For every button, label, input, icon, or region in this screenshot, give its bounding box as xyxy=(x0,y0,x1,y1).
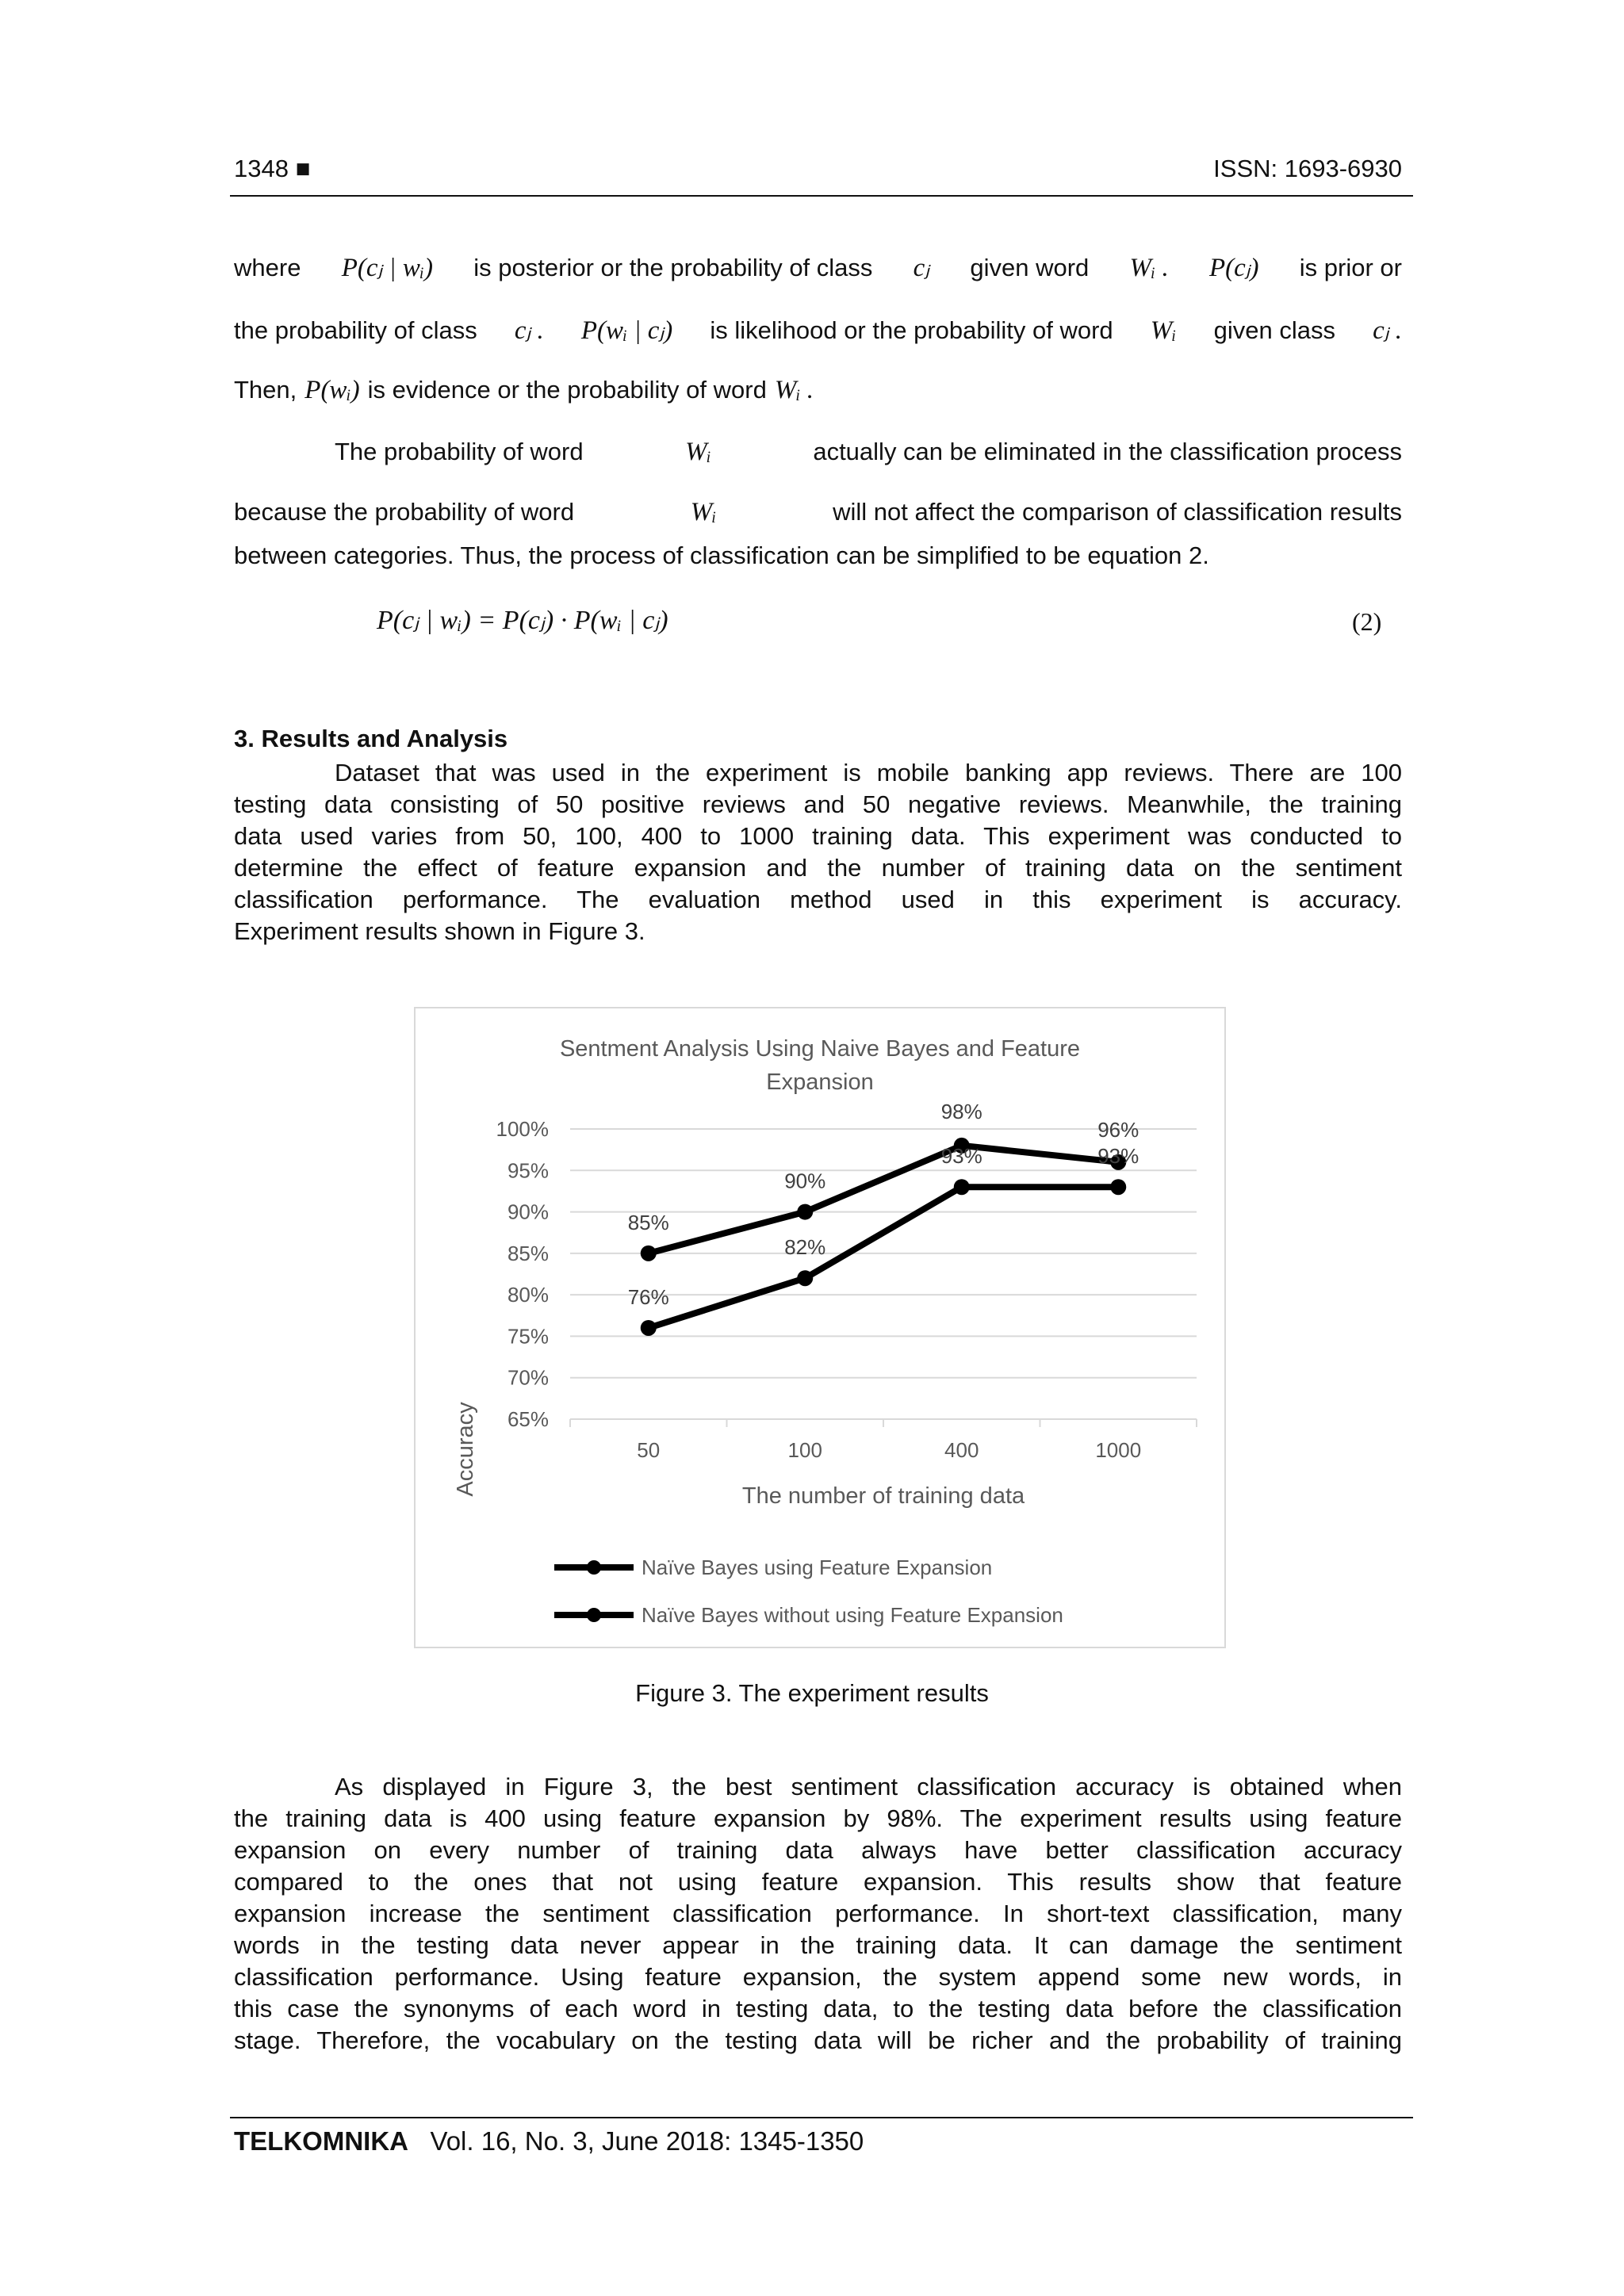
square-bullet-icon: ■ xyxy=(295,155,311,182)
x-tick-label: 400 xyxy=(944,1438,979,1462)
y-tick-label: 65% xyxy=(507,1407,549,1431)
series-line xyxy=(649,1187,1119,1328)
data-point xyxy=(797,1204,813,1220)
y-tick-label: 100% xyxy=(496,1117,549,1141)
section3-paragraph: Dataset that was used in the experiment is mobile banking app reviews. There are 100 testing data consisting of 50 positive reviews and 50 negative reviews. Meanwhile, the training data used varies from 50, 100, 400 to 1000 training data. This experiment was conducted to determine the effect of feature expansion and the number of training data on the sentiment classification performance. The evaluation method used in this experiment is accuracy. Experiment results shown in Figure 3. xyxy=(234,759,1402,945)
data-point xyxy=(797,1270,813,1286)
journal-details: Vol. 16, No. 3, June 2018: 1345-1350 xyxy=(430,2126,864,2156)
y-tick-label: 90% xyxy=(507,1200,549,1224)
data-label: 76% xyxy=(627,1284,669,1309)
data-label: 85% xyxy=(627,1210,669,1234)
legend-marker xyxy=(587,1560,601,1575)
data-point xyxy=(641,1246,657,1261)
data-point xyxy=(641,1320,657,1336)
likelihood-symbol: P(wᵢ | cⱼ) xyxy=(580,316,673,345)
footer-rule xyxy=(230,2117,1413,2118)
data-label: 93% xyxy=(940,1144,982,1169)
y-tick-label: 70% xyxy=(507,1365,549,1390)
line-chart xyxy=(416,1008,1224,1647)
y-axis-ticks xyxy=(496,1117,550,1431)
x-tick-label: 50 xyxy=(637,1438,661,1462)
chart-gridlines xyxy=(570,1129,1197,1419)
para2-line-3: between categories. Thus, the process of classification can be simplified to be equation 2. xyxy=(234,541,1209,569)
equation-2: P(cⱼ | wᵢ) = P(cⱼ) · P(wᵢ | cⱼ) xyxy=(377,606,668,635)
chart-title-line-1: Sentment Analysis Using Naive Bayes and Feature xyxy=(559,1036,1081,1062)
series-line xyxy=(649,1146,1119,1253)
legend-marker xyxy=(587,1608,601,1622)
journal-name: TELKOMNIKA xyxy=(234,2126,408,2156)
evidence-symbol: P(wᵢ) xyxy=(304,376,360,404)
y-axis-label: Accuracy xyxy=(453,1402,478,1497)
x-tick-label: 100 xyxy=(787,1438,822,1462)
figure-caption: Figure 3. The experiment results xyxy=(635,1679,989,1707)
y-tick-label: 75% xyxy=(507,1324,549,1349)
data-label: 98% xyxy=(940,1099,982,1123)
data-label: 96% xyxy=(1097,1117,1139,1142)
issn-label: ISSN: 1693-6930 xyxy=(1213,155,1402,182)
prior-symbol: P(cⱼ) xyxy=(1208,254,1259,282)
data-label: 82% xyxy=(784,1235,826,1260)
legend-entry: Naïve Bayes using Feature Expansion xyxy=(642,1556,993,1579)
definition-line-1: where P(cⱼ | wᵢ) is posterior or the probability of class cⱼ given word Wᵢ . P(cⱼ) is prior or xyxy=(234,251,1402,283)
footer xyxy=(234,2126,864,2156)
chart-data-labels xyxy=(628,1100,1139,1309)
y-tick-label: 80% xyxy=(507,1283,549,1307)
data-label: 93% xyxy=(1097,1144,1139,1169)
y-tick-label: 85% xyxy=(507,1241,549,1265)
equation-number: (2) xyxy=(1352,607,1382,636)
x-axis-ticks xyxy=(570,1419,1197,1462)
y-tick-label: 95% xyxy=(507,1158,549,1183)
chart-frame xyxy=(414,1007,1226,1648)
para2-line-1: The probability of word Wᵢ actually can be eliminated in the classification process xyxy=(335,438,1402,466)
data-point xyxy=(1110,1179,1126,1195)
definition-line-3: Then, P(wᵢ) is evidence or the probability of word Wᵢ . xyxy=(234,376,814,404)
x-axis-label: The number of training data xyxy=(741,1483,1025,1509)
chart-series xyxy=(641,1138,1127,1336)
legend-entry: Naïve Bayes without using Feature Expansion xyxy=(642,1603,1063,1627)
chart-legend xyxy=(554,1556,1063,1627)
posterior-symbol: P(cⱼ | wᵢ) xyxy=(341,254,434,282)
discussion-paragraph: As displayed in Figure 3, the best sentiment classification accuracy is obtained when the training data is 400 using feature expansion by 98%. The experiment results using feature expansion on every number of training data always have better classification accuracy compared to the ones that not using feature expansion. This results show that feature expansion increase the sentiment classification performance. In short-text classification, many words in the testing data never appear in the training data. It can damage the sentiment classification performance. Using feature expansion, the system append some new words, in this case the synonyms of each word in testing data, to the testing data before the classification stage. Therefore, the vocabulary on the testing data will be richer and the probability of training xyxy=(234,1773,1402,2054)
para2-line-2: because the probability of word Wᵢ will not affect the comparison of classification results xyxy=(234,498,1402,526)
x-tick-label: 1000 xyxy=(1095,1438,1142,1462)
chart-title-line-2: Expansion xyxy=(766,1070,874,1095)
data-point xyxy=(954,1179,970,1195)
data-label: 90% xyxy=(784,1169,826,1193)
section-heading: 3. Results and Analysis xyxy=(234,725,508,752)
definition-line-2: the probability of class cⱼ . P(wᵢ | cⱼ) is likelihood or the probability of word Wᵢ given class cⱼ . xyxy=(234,314,1402,346)
page-number: 1348 ■ xyxy=(234,155,311,182)
header-rule xyxy=(230,195,1413,197)
